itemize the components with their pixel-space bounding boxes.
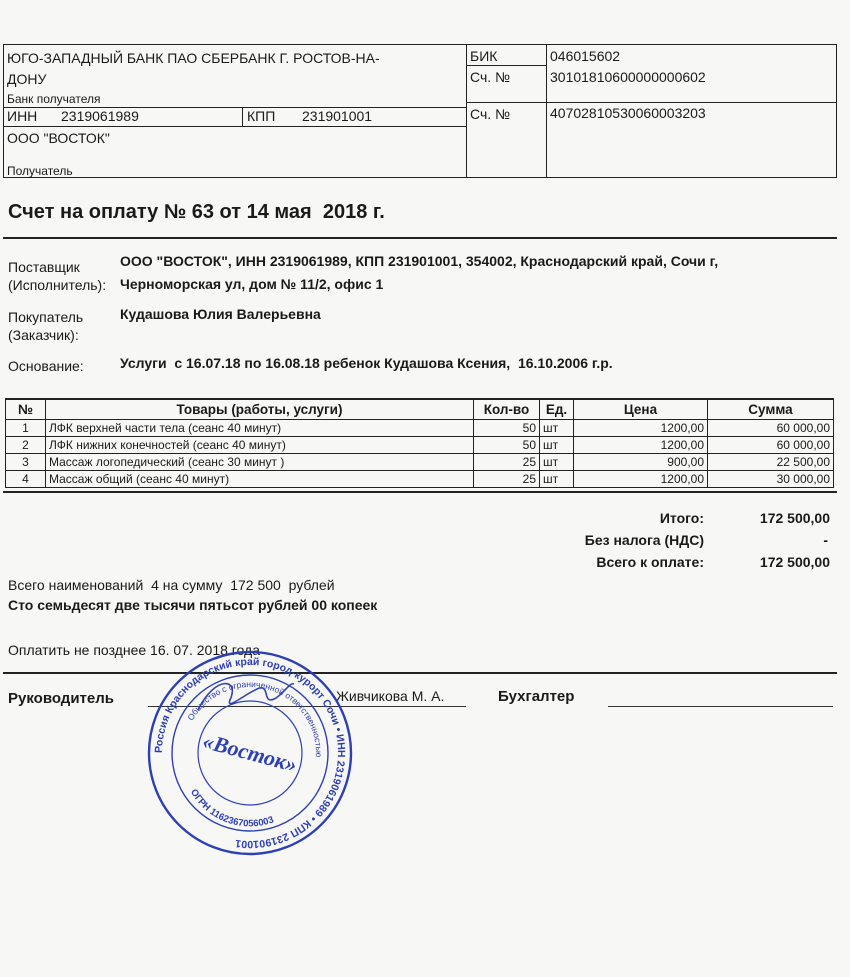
- accountant-label: Бухгалтер: [498, 688, 575, 705]
- row-unit: шт: [540, 420, 574, 437]
- basis-label: Основание:: [8, 358, 84, 374]
- bank-caption: Банк получателя: [7, 92, 101, 106]
- vat-label: Без налога (НДС): [584, 532, 704, 548]
- row-unit: шт: [540, 454, 574, 471]
- row-item: Массаж общий (сеанс 40 минут): [46, 471, 474, 488]
- divider: [242, 107, 243, 126]
- row-number: 1: [6, 420, 46, 437]
- supplier-value: ООО "ВОСТОК", ИНН 2319061989, КПП 231901001, 354002, Краснодарский край, Сочи г,: [120, 253, 719, 269]
- col-number: №: [6, 399, 46, 420]
- table-row: [6, 420, 834, 437]
- row-number: 3: [6, 454, 46, 471]
- recipient-caption: Получатель: [7, 164, 73, 178]
- recipient-name: ООО "ВОСТОК": [7, 130, 110, 146]
- buyer-label-sub: (Заказчик):: [8, 327, 79, 343]
- svg-text:ОГРН 1162367056003: [188, 787, 275, 829]
- row-unit: шт: [540, 471, 574, 488]
- kpp-label: КПП: [247, 108, 276, 124]
- row-item: Массаж логопедический (сеанс 30 минут ): [46, 454, 474, 471]
- corr-account-value: 30101810600000000602: [550, 69, 706, 85]
- bik-value: 046015602: [550, 48, 621, 64]
- stamp-ogrn-text: ОГРН 1162367056003: [187, 787, 276, 830]
- row-qty: 50: [474, 420, 540, 437]
- row-sum: 60 000,00: [708, 420, 834, 437]
- row-price: 1200,00: [574, 471, 708, 488]
- total-label: Итого:: [659, 510, 704, 526]
- col-goods: Товары (работы, услуги): [46, 399, 474, 420]
- row-number: 2: [6, 437, 46, 454]
- row-price: 1200,00: [574, 420, 708, 437]
- table-header-row: [6, 399, 834, 420]
- row-qty: 25: [474, 454, 540, 471]
- table-row: [6, 454, 834, 471]
- col-qty: Кол-во: [474, 399, 540, 420]
- basis-value: Услуги с 16.07.18 по 16.08.18 ребенок Кудашова Ксения, 16.10.2006 г.р.: [120, 355, 613, 371]
- accountant-signature-line: [608, 706, 833, 707]
- items-count-summary: Всего наименований 4 на сумму 172 500 рублей: [8, 577, 335, 593]
- divider: [466, 65, 546, 66]
- col-unit: Ед.: [540, 399, 574, 420]
- divider: [466, 102, 836, 103]
- head-name: Живчикова М. А.: [336, 688, 445, 704]
- amount-in-words: Сто семьдесят две тысячи пятьсот рублей 00 копеек: [8, 597, 378, 613]
- bank-name-line2: ДОНУ: [7, 71, 47, 87]
- row-sum: 22 500,00: [708, 454, 834, 471]
- head-label: Руководитель: [8, 690, 114, 707]
- kpp-value: 231901001: [302, 108, 373, 124]
- buyer-label: Покупатель: [8, 309, 84, 325]
- invoice-title: Счет на оплату № 63 от 14 мая 2018 г.: [8, 201, 385, 223]
- col-price: Цена: [574, 399, 708, 420]
- row-sum: 30 000,00: [708, 471, 834, 488]
- stamp-ring-text: Россия Краснодарский край город-курорт Сочи • ИНН 2319061989 • КПП 231901001: [152, 655, 348, 851]
- row-qty: 50: [474, 437, 540, 454]
- row-price: 900,00: [574, 454, 708, 471]
- vat-value: -: [823, 532, 828, 548]
- stamp-inner-text: Общество с ограниченной ответственностью: [185, 678, 325, 758]
- payment-deadline: Оплатить не позднее 16. 07. 2018 года: [8, 642, 261, 658]
- title-rule: [3, 237, 837, 239]
- amount-due-label: Всего к оплате:: [596, 554, 704, 570]
- divider: [4, 126, 466, 127]
- account-label: Сч. №: [470, 106, 511, 122]
- row-qty: 25: [474, 471, 540, 488]
- account-value: 40702810530060003203: [550, 105, 706, 121]
- row-sum: 60 000,00: [708, 437, 834, 454]
- row-price: 1200,00: [574, 437, 708, 454]
- table-row: [6, 471, 834, 488]
- table-bottom-rule: [3, 491, 837, 493]
- inn-value: 2319061989: [61, 108, 139, 124]
- table-row: [6, 437, 834, 454]
- bank-details-table: [3, 44, 837, 178]
- items-table: [5, 398, 834, 488]
- supplier-label-sub: (Исполнитель):: [8, 277, 107, 293]
- amount-due-value: 172 500,00: [759, 554, 830, 570]
- bank-name-line1: ЮГО-ЗАПАДНЫЙ БАНК ПАО СБЕРБАНК Г. РОСТОВ-НА-: [7, 50, 380, 66]
- row-number: 4: [6, 471, 46, 488]
- signature-rule: [3, 672, 837, 674]
- total-value: 172 500,00: [759, 510, 830, 526]
- company-stamp: [145, 648, 355, 858]
- divider: [546, 45, 547, 177]
- bik-label: БИК: [470, 48, 498, 64]
- supplier-value-line2: Черноморская ул, дом № 11/2, офис 1: [120, 276, 384, 292]
- buyer-value: Кудашова Юлия Валерьевна: [120, 306, 321, 322]
- col-sum: Сумма: [708, 399, 834, 420]
- row-item: ЛФК нижних конечностей (сеанс 40 минут): [46, 437, 474, 454]
- inn-label: ИНН: [7, 108, 38, 124]
- supplier-label: Поставщик: [8, 259, 80, 275]
- corr-account-label: Сч. №: [470, 69, 511, 85]
- stamp-center-text: «Восток»: [200, 727, 300, 778]
- row-unit: шт: [540, 437, 574, 454]
- row-item: ЛФК верхней части тела (сеанс 40 минут): [46, 420, 474, 437]
